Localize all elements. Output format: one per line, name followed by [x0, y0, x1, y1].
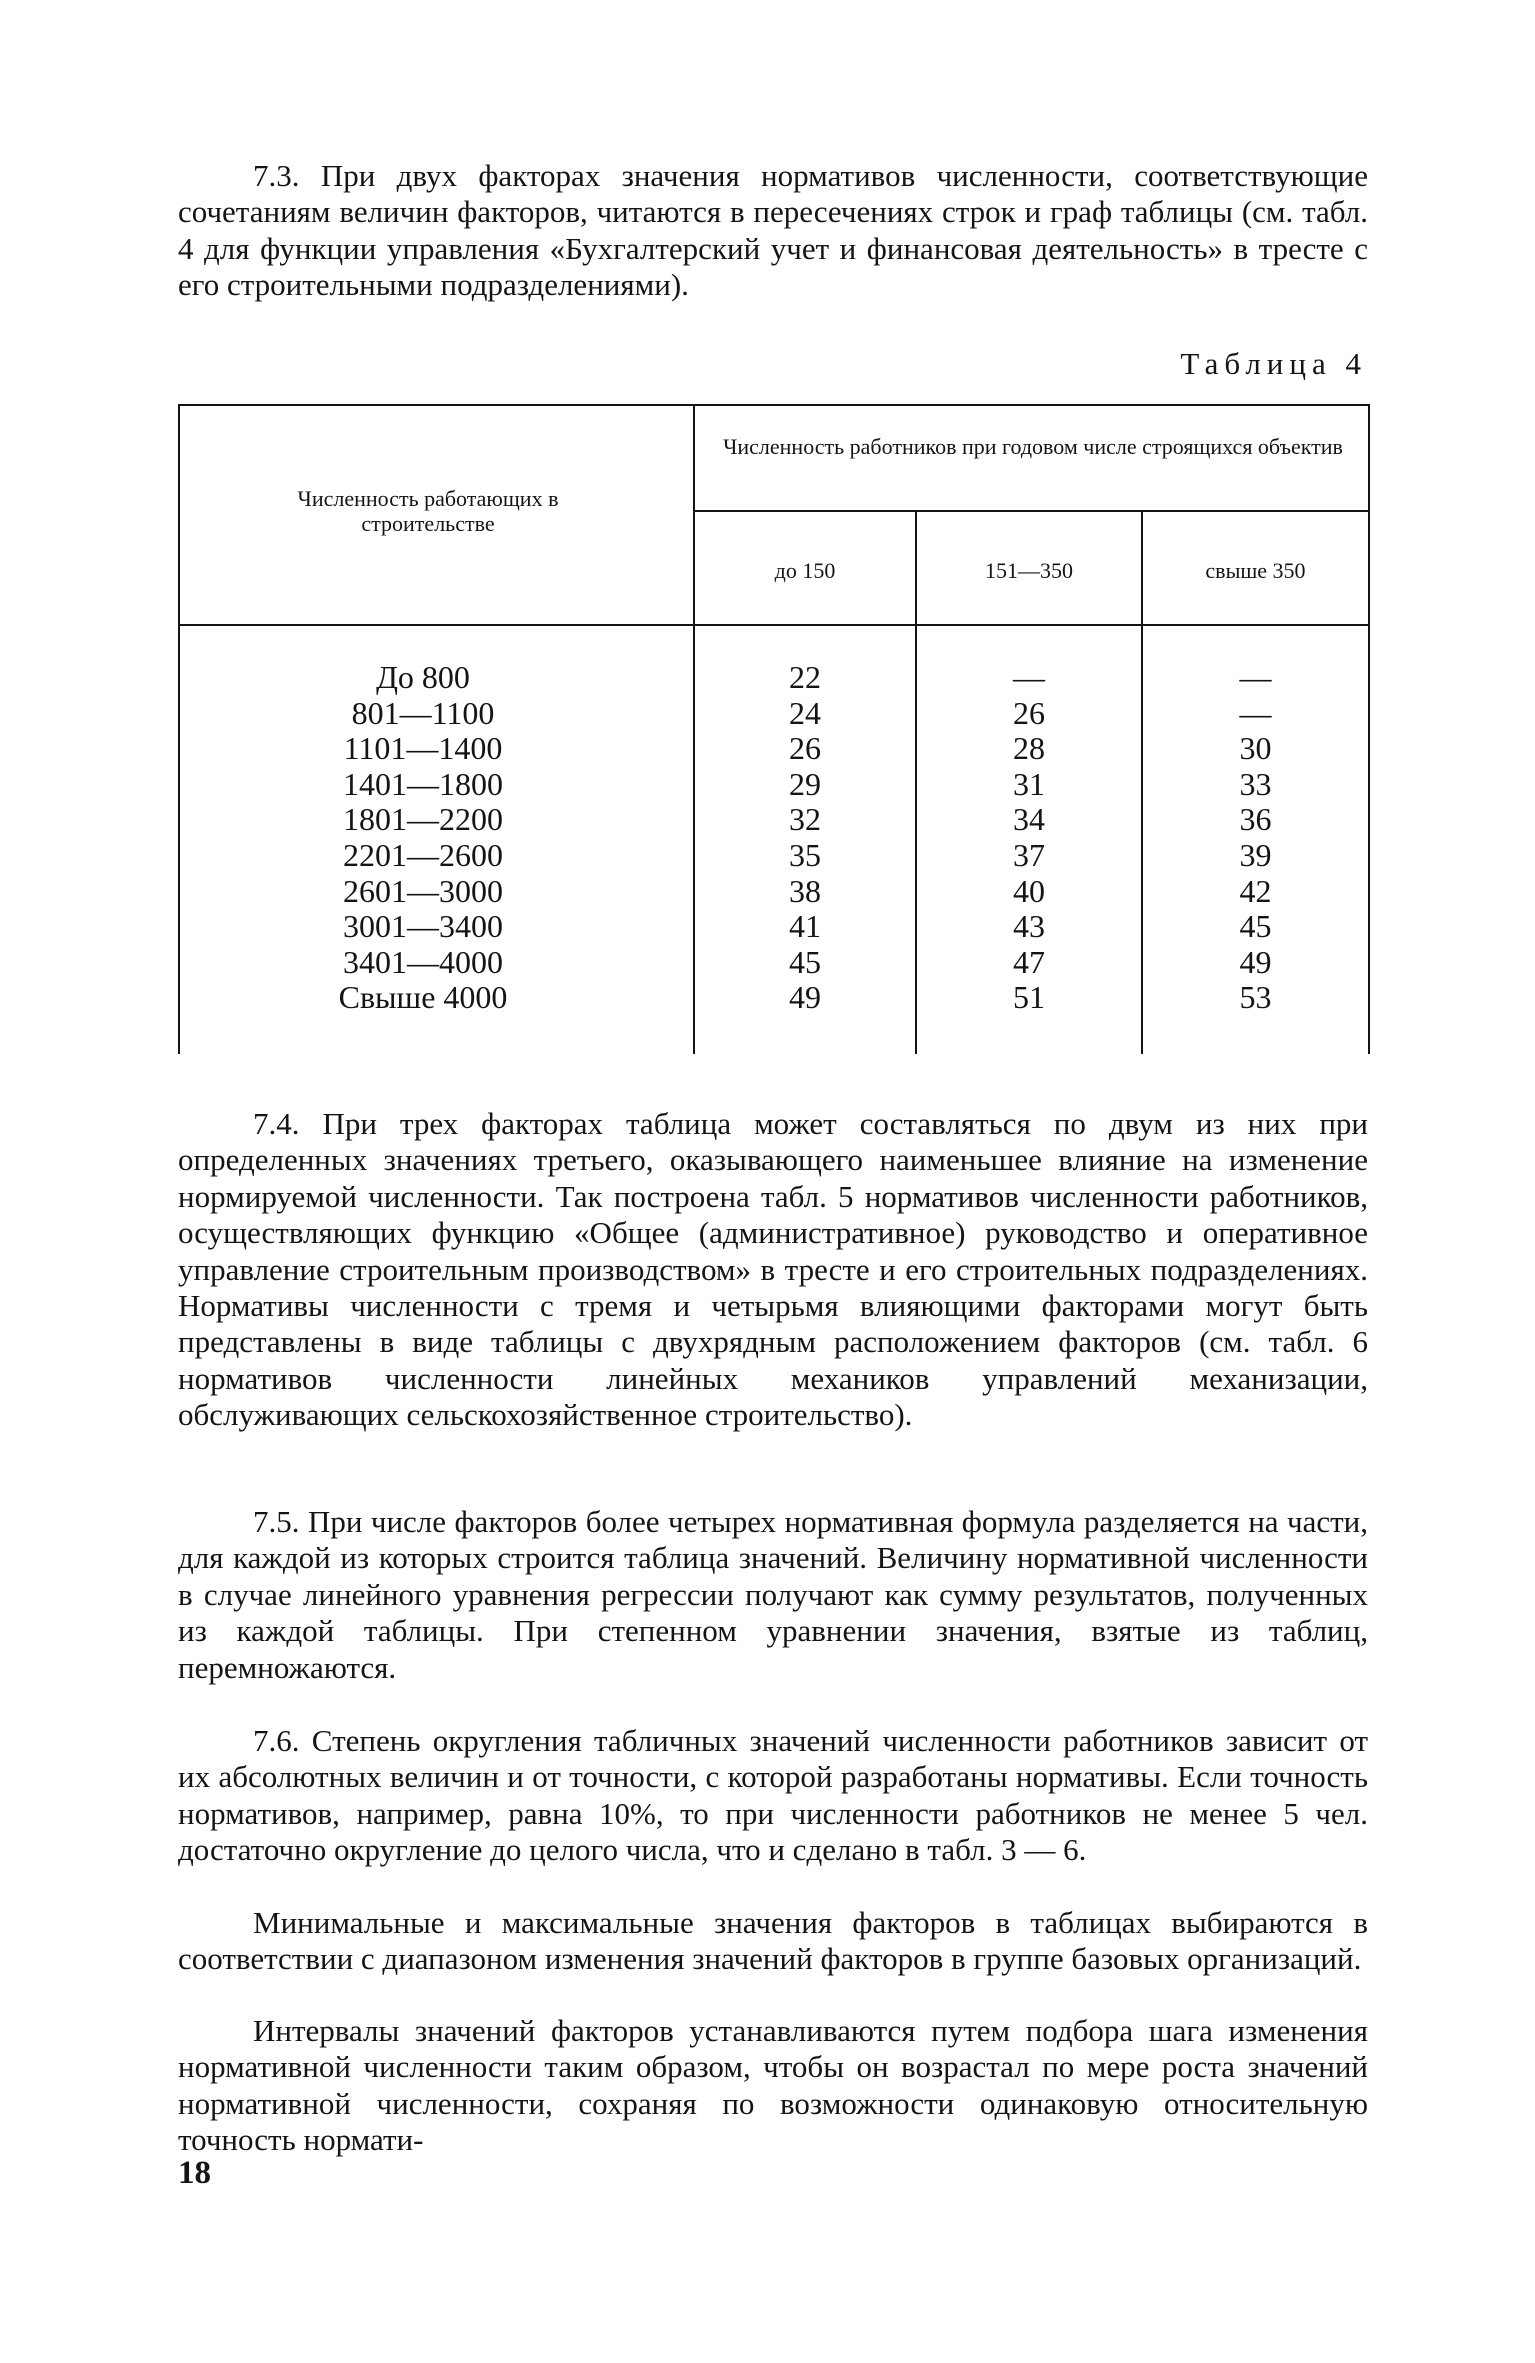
column-up-to-150: [695, 660, 915, 1016]
paragraph-min-max: Минимальные и максимальные значения факторов в таблицах выбираются в соответствии с диапазоном изменения значений факторов в группе базовых организаций.: [178, 1905, 1368, 1977]
table-cell: 45: [789, 943, 821, 980]
header-bottom-rule: [178, 624, 1370, 626]
page-number: 18: [178, 2155, 211, 2191]
table-cell: 47: [1013, 943, 1045, 980]
table-4: [178, 404, 1370, 1056]
table-cell: 45: [1239, 908, 1272, 945]
row-label: До 800: [376, 659, 470, 695]
col-header-2: 151—350: [985, 558, 1073, 583]
table-cell: 31: [1013, 765, 1045, 802]
column-151-350: [917, 660, 1141, 1016]
table-cell: 34: [1013, 801, 1045, 838]
table-cell: 51: [1013, 979, 1045, 1016]
paragraph-7-3: 7.3. При двух факторах значения нормативов численности, соответствующие сочетаниям величин факторов, читаются в пересечениях строк и граф таблицы (см. табл. 4 для функции управления «Бухгалтерский учет и финансовая деятельность» в тресте с его строительными подразделениями).: [178, 158, 1368, 303]
col-header-3: свыше 350: [1205, 558, 1306, 583]
row-label: 1801—2200: [343, 801, 503, 838]
row-label: 3401—4000: [343, 943, 503, 980]
table-cell: 28: [1013, 730, 1045, 767]
row-label: 1101—1400: [343, 730, 503, 767]
row-label: Свыше 4000: [338, 979, 508, 1016]
table-cell: 32: [789, 801, 821, 838]
table-cell: 29: [789, 765, 821, 802]
table-cell: 22: [789, 659, 821, 695]
row-label: 1401—1800: [343, 765, 503, 802]
row-labels-column: [308, 660, 538, 1016]
table-cell: 53: [1239, 979, 1272, 1016]
row-label: 2601—3000: [343, 872, 503, 909]
table-cell: —: [1239, 694, 1272, 731]
table-cell: 49: [1239, 943, 1272, 980]
table-cell: 26: [789, 730, 821, 767]
table-cell: 49: [789, 979, 821, 1016]
table-cell: 42: [1239, 872, 1272, 909]
table-cell: 33: [1239, 765, 1272, 802]
paragraph-7-6: 7.6. Степень округления табличных значений численности работников зависит от их абсолютных величин и от точности, с которой разработаны нормативы. Если точность нормативов, например, равна 10%, то при численности работников не менее 5 чел. достаточно округление до целого числа, что и сделано в табл. 3 — 6.: [178, 1723, 1368, 1868]
group-header-cell: Численность работников при годовом числе строящихся объектив: [723, 434, 1343, 459]
table-cell: —: [1239, 659, 1272, 695]
table-cell: 43: [1013, 908, 1045, 945]
row-label: 2201—2600: [343, 836, 503, 873]
table-cell: 30: [1239, 730, 1272, 767]
table-cell: 35: [789, 836, 821, 873]
table-cell: 26: [1013, 694, 1045, 731]
row-label: 3001—3400: [343, 908, 503, 945]
col-header-1: до 150: [774, 558, 836, 583]
table-cell: 40: [1013, 872, 1045, 909]
table-cell: —: [1013, 659, 1045, 695]
row-label: 801—1100: [351, 694, 495, 731]
table-cell: 24: [789, 694, 821, 731]
row-header-cell: Численность работающих в строительстве: [297, 486, 559, 536]
table-right-border: [1368, 404, 1370, 1054]
paragraph-7-5: 7.5. При числе факторов более четырех нормативная формула разделяется на части, для каждой из которых строится таблица значений. Величину нормативной численности в случае линейного уравнения регрессии получают как сумму результатов, полученных из каждой таблицы. При степенном уравнении значения, взятые из таблиц, перемножаются.: [178, 1504, 1368, 1685]
table-cell: 38: [789, 872, 821, 909]
table-cell: 36: [1239, 801, 1272, 838]
table-top-rule: [178, 404, 1370, 406]
table-left-border: [178, 404, 180, 1054]
table-cell: 37: [1013, 836, 1045, 873]
paragraph-intervals: Интервалы значений факторов устанавливаются путем подбора шага изменения нормативной численности таким образом, чтобы он возрастал по мере роста значений нормативной численности, сохраняя по возможности одинаковую относительную точность нормати-: [178, 2013, 1368, 2158]
group-header-rule: [693, 510, 1370, 512]
table-cell: 41: [789, 908, 821, 945]
paragraph-7-4: 7.4. При трех факторах таблица может составляться по двум из них при определенных значениях третьего, оказывающего наименьшее влияние на изменение нормируемой численности. Так построена табл. 5 нормативов численности работников, осуществляющих функцию «Общее (административное) руководство и оперативное управление строительным производством» в тресте и его строительных подразделениях. Нормативы численности с тремя и четырьмя влияющими факторами могут быть представлены в виде таблицы с двухрядным расположением факторов (см. табл. 6 нормативов численности линейных механиков управлений механизации, обслуживающих сельскохозяйственное строительство).: [178, 1106, 1368, 1433]
column-over-350: [1143, 660, 1368, 1016]
table-caption: Таблица 4: [1180, 346, 1367, 381]
table-cell: 39: [1239, 836, 1272, 873]
